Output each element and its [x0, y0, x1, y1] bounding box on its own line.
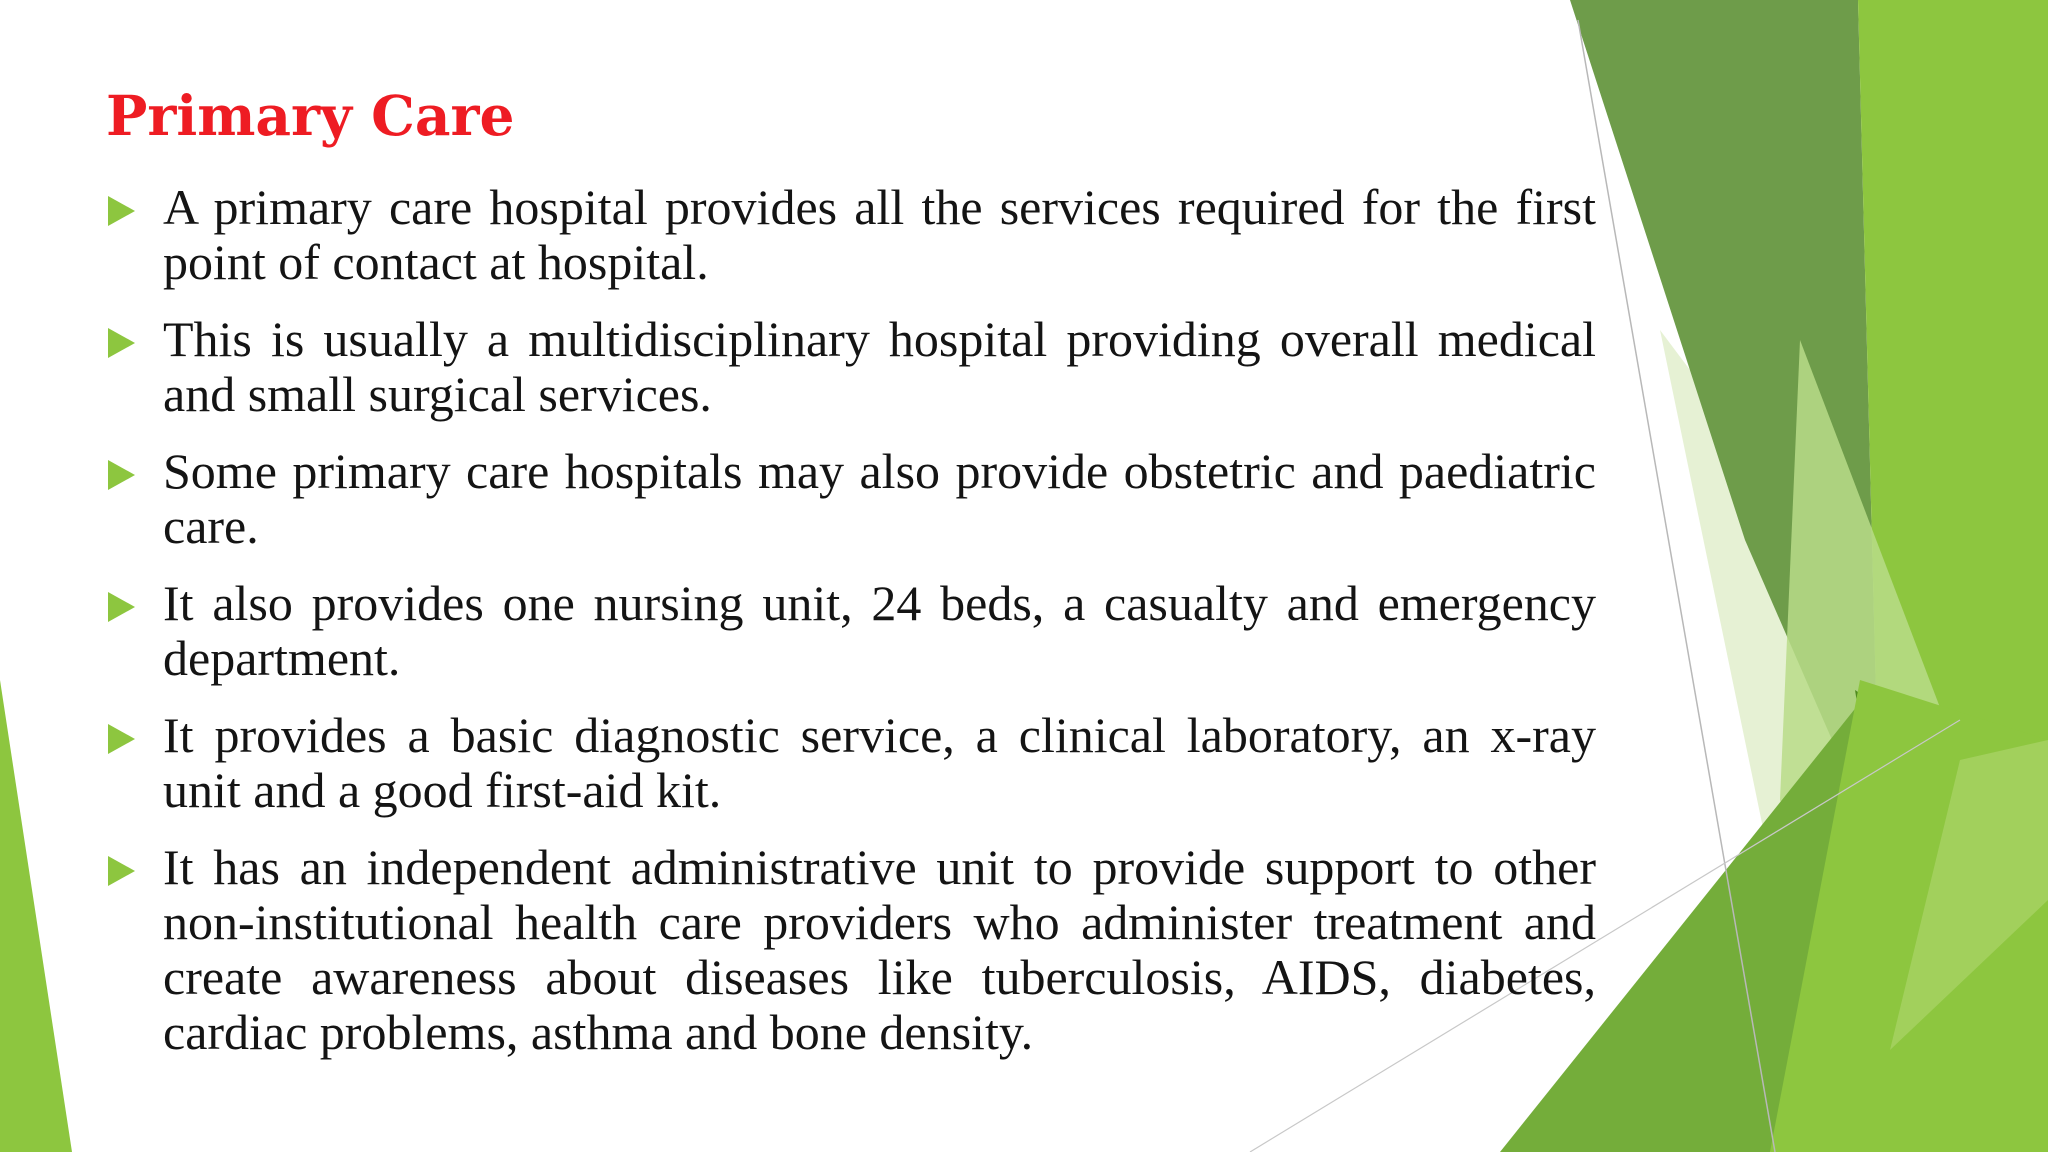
triangle-bullet-icon: [108, 724, 135, 754]
bullet-item: [106, 180, 1596, 290]
triangle-bullet-icon: [108, 196, 135, 226]
triangle-bullet-icon: [108, 856, 135, 886]
bullet-text: It also provides one nursing unit, 24 beds, a casualty and emergency department.: [163, 575, 1596, 686]
bullet-text: It provides a basic diagnostic service, a clinical laboratory, an x-ray unit and a good first-aid kit.: [163, 707, 1596, 818]
triangle-bullet-icon: [108, 592, 135, 622]
bullet-list: [106, 180, 1596, 1082]
bullet-item: [106, 444, 1596, 554]
triangle-bullet-icon: [108, 328, 135, 358]
bullet-text: Some primary care hospitals may also provide obstetric and paediatric care.: [163, 443, 1596, 554]
bullet-item: [106, 312, 1596, 422]
bullet-item: [106, 840, 1596, 1060]
bullet-text: It has an independent administrative unit to provide support to other non-institutional health care providers who administer treatment and create awareness about diseases like tuberculosis, AIDS, diabetes, cardiac problems, asthma and bone density.: [163, 839, 1596, 1060]
bullet-item: [106, 576, 1596, 686]
triangle-bullet-icon: [108, 460, 135, 490]
bullet-text: A primary care hospital provides all the services required for the first point of contact at hospital.: [163, 179, 1596, 290]
slide-title: Primary Care: [106, 83, 515, 148]
bullet-text: This is usually a multidisciplinary hospital providing overall medical and small surgical services.: [163, 311, 1596, 422]
bullet-item: [106, 708, 1596, 818]
left-edge-facet: [0, 680, 72, 1152]
